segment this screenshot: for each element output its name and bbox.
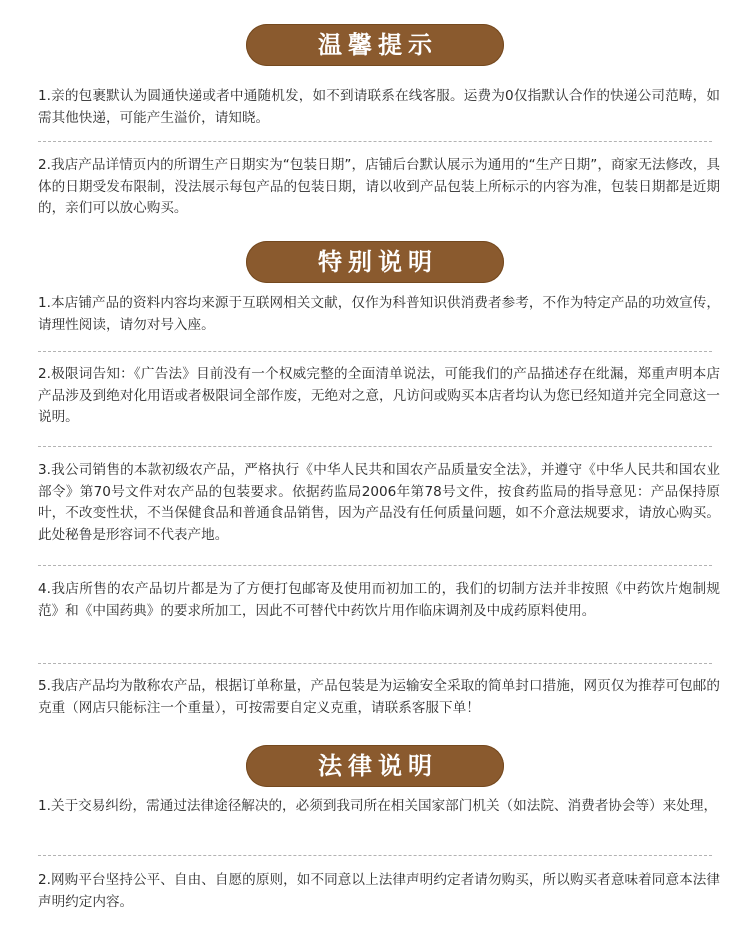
special-notes-item-4: 4.我店所售的农产品切片都是为了方便打包邮寄及使用而初加工的，我们的切制方法并非按照《中药饮片炮制规范》和《中国药典》的要求所加工，因此不可替代中药饮片用作临床调剂及中成药原料使用。: [38, 581, 720, 619]
divider: [38, 663, 712, 664]
special-notes-item-1: 1.本店铺产品的资料内容均来源于互联网相关文献，仅作为科普知识供消费者参考，不作为特定产品的功效宣传，请理性阅读，请勿对号入座。: [38, 295, 720, 333]
special-notes-item-3: 3.我公司销售的本款初级农产品，严格执行《中华人民共和国农产品质量安全法》，并遵守《中华人民共和国农业部令》第70号文件对农产品的包装要求。依据药监局2006年第78号文件，按食药监局的指导意见：产品保持原叶，不改变性状，不当保健食品和普通食品销售，因为产品没有任何质量问题，如不介意法规要求，请放心购买。此处秘鲁是形容词不代表产地。: [38, 462, 720, 543]
section-title-warm-tips: 温馨提示: [246, 24, 504, 66]
divider: [38, 855, 712, 856]
legal-notes-item-2: 2.网购平台坚持公平、自由、自愿的原则，如不同意以上法律声明约定者请勿购买，所以购买者意味着同意本法律声明约定内容。: [38, 872, 720, 910]
divider: [38, 141, 712, 142]
divider: [38, 351, 712, 352]
divider: [38, 565, 712, 566]
warm-tips-item-1: 1.亲的包裹默认为圆通快递或者中通随机发，如不到请联系在线客服。运费为0仅指默认合作的快递公司范畴，如需其他快递，可能产生溢价，请知晓。: [38, 88, 720, 126]
section-title-special-notes: 特别说明: [246, 241, 504, 283]
legal-notes-item-1: 1.关于交易纠纷，需通过法律途径解决的，必须到我司所在相关国家部门机关（如法院、消费者协会等）来处理，: [38, 798, 718, 814]
warm-tips-item-2: 2.我店产品详情页内的所谓生产日期实为“包装日期”，店铺后台默认展示为通用的“生产日期”，商家无法修改，具体的日期受发布限制，没法展示每包产品的包装日期，请以收到产品包装上所标示的内容为准，包装日期都是近期的，亲们可以放心购买。: [38, 157, 720, 216]
special-notes-item-2: 2.极限词告知：《广告法》目前没有一个权威完整的全面清单说法，可能我们的产品描述存在纰漏，郑重声明本店产品涉及到绝对化用语或者极限词全部作废，无绝对之意，凡访问或购买本店者均认为您已经知道并完全同意这一说明。: [38, 366, 720, 425]
section-title-legal-notes: 法律说明: [246, 745, 504, 787]
special-notes-item-5: 5.我店产品均为散称农产品，根据订单称量，产品包装是为运输安全采取的简单封口措施，网页仅为推荐可包邮的克重（网店只能标注一个重量），可按需要自定义克重，请联系客服下单！: [38, 678, 720, 716]
divider: [38, 446, 712, 447]
